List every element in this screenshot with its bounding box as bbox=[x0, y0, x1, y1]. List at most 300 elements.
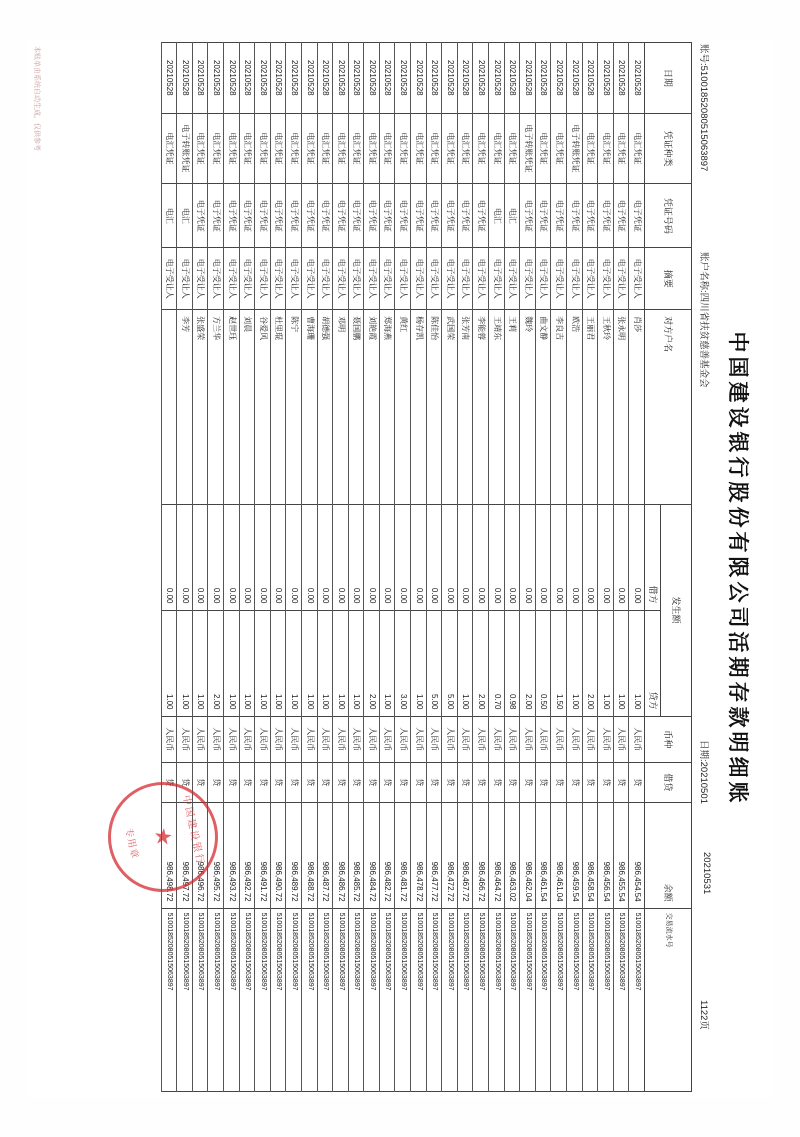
table-row bbox=[348, 43, 364, 1092]
cell-vno: 电汇 bbox=[489, 184, 505, 248]
cell-summary: 电子受让人 bbox=[223, 248, 239, 310]
cell-vtype: 电汇凭证 bbox=[504, 113, 520, 184]
cell-summary: 电子受让人 bbox=[286, 248, 302, 310]
cell-vtype: 电汇凭证 bbox=[411, 113, 427, 184]
cell-debit: 1.00 bbox=[239, 610, 255, 716]
cell-party: 刘艳霞 bbox=[364, 310, 380, 504]
cell-cur: 人民币 bbox=[489, 716, 505, 762]
cell-cur: 人民币 bbox=[333, 716, 349, 762]
cell-party: 曹海珊 bbox=[301, 310, 317, 504]
cell-summary: 电子受让人 bbox=[255, 248, 271, 310]
cell-debit: 1.50 bbox=[551, 610, 567, 716]
cell-credit: 0.00 bbox=[333, 504, 349, 610]
cell-vno: 电子凭证 bbox=[317, 184, 333, 248]
cell-vno: 电子凭证 bbox=[426, 184, 442, 248]
table-row bbox=[239, 43, 255, 1092]
cell-flag: 贷 bbox=[270, 762, 286, 802]
cell-vtype: 电汇凭证 bbox=[270, 113, 286, 184]
table-row bbox=[473, 43, 489, 1092]
seal-bottom-text: 专用章 bbox=[122, 827, 140, 861]
cell-vtype: 电汇凭证 bbox=[598, 113, 614, 184]
cell-debit: 5.00 bbox=[426, 610, 442, 716]
cell-vtype: 电汇凭证 bbox=[426, 113, 442, 184]
cell-vtype: 电汇凭证 bbox=[395, 113, 411, 184]
cell-flag: 贷 bbox=[223, 762, 239, 802]
cell-debit: 2.00 bbox=[473, 610, 489, 716]
cell-vno: 电子凭证 bbox=[270, 184, 286, 248]
cell-party: 曲文静 bbox=[535, 310, 551, 504]
cell-party: 李能蓉 bbox=[473, 310, 489, 504]
cell-cur: 人民币 bbox=[598, 716, 614, 762]
cell-summary: 电子受让人 bbox=[301, 248, 317, 310]
cell-credit: 0.00 bbox=[317, 504, 333, 610]
cell-summary: 电子受让人 bbox=[317, 248, 333, 310]
cell-flag: 贷 bbox=[535, 762, 551, 802]
cell-cur: 人民币 bbox=[520, 716, 536, 762]
cell-credit: 0.00 bbox=[473, 504, 489, 610]
table-row bbox=[442, 43, 458, 1092]
footer-note: 本账单由系统自动生成，仅供参考 bbox=[33, 46, 40, 151]
cell-party: 聂国鹏 bbox=[348, 310, 364, 504]
table-row bbox=[255, 43, 271, 1092]
cell-credit: 0.00 bbox=[208, 504, 224, 610]
cell-cur: 人民币 bbox=[551, 716, 567, 762]
table-row bbox=[489, 43, 505, 1092]
cell-bal: 986,489.72 bbox=[286, 802, 302, 908]
cell-acct: 51001852080515063897 bbox=[442, 908, 458, 1091]
cell-acct: 51001852080515063897 bbox=[395, 908, 411, 1091]
cell-party: 郑海燕 bbox=[379, 310, 395, 504]
cell-acct: 51001852080515063897 bbox=[426, 908, 442, 1091]
cell-debit: 1.00 bbox=[411, 610, 427, 716]
cell-summary: 电子受让人 bbox=[192, 248, 208, 310]
cell-party: 王丽君 bbox=[582, 310, 598, 504]
account-number: 账号:51001852080515063897 bbox=[698, 44, 709, 172]
col-balance: 余额 bbox=[645, 802, 692, 908]
cell-debit: 1.00 bbox=[629, 610, 645, 716]
cell-debit: 2.00 bbox=[208, 610, 224, 716]
cell-summary: 电子受让人 bbox=[270, 248, 286, 310]
table-row bbox=[223, 43, 239, 1092]
cell-vno: 电子凭证 bbox=[629, 184, 645, 248]
cell-date: 20210528 bbox=[301, 43, 317, 114]
cell-party: 陈宁 bbox=[286, 310, 302, 504]
table-row bbox=[582, 43, 598, 1092]
cell-vtype: 电汇凭证 bbox=[629, 113, 645, 184]
cell-credit: 0.00 bbox=[364, 504, 380, 610]
cell-vno: 电子凭证 bbox=[613, 184, 629, 248]
cell-acct: 51001852080515063897 bbox=[551, 908, 567, 1091]
cell-vtype: 电子转账凭证 bbox=[177, 113, 193, 184]
cell-bal: 986,454.54 bbox=[629, 802, 645, 908]
table-row bbox=[192, 43, 208, 1092]
table-row bbox=[270, 43, 286, 1092]
cell-vtype: 电汇凭证 bbox=[613, 113, 629, 184]
cell-credit: 0.00 bbox=[161, 504, 177, 610]
cell-date: 20210528 bbox=[223, 43, 239, 114]
cell-bal: 986,496.72 bbox=[192, 802, 208, 908]
table-row bbox=[598, 43, 614, 1092]
table-row bbox=[629, 43, 645, 1092]
cell-summary: 电子受让人 bbox=[442, 248, 458, 310]
cell-vtype: 电汇凭证 bbox=[333, 113, 349, 184]
cell-summary: 电子受让人 bbox=[582, 248, 598, 310]
cell-cur: 人民币 bbox=[504, 716, 520, 762]
cell-bal: 986,456.54 bbox=[598, 802, 614, 908]
cell-vno: 电子凭证 bbox=[364, 184, 380, 248]
cell-debit: 3.00 bbox=[395, 610, 411, 716]
cell-acct: 51001852080515063897 bbox=[239, 908, 255, 1091]
cell-cur: 人民币 bbox=[379, 716, 395, 762]
page-count: 1122页 bbox=[698, 1000, 709, 1030]
cell-vno: 电子凭证 bbox=[301, 184, 317, 248]
cell-vno: 电子凭证 bbox=[442, 184, 458, 248]
cell-debit: 0.70 bbox=[489, 610, 505, 716]
cell-acct: 51001852080515063897 bbox=[364, 908, 380, 1091]
transaction-table bbox=[161, 42, 692, 1092]
cell-credit: 0.00 bbox=[395, 504, 411, 610]
cell-vtype: 电汇凭证 bbox=[286, 113, 302, 184]
cell-bal: 986,464.72 bbox=[489, 802, 505, 908]
cell-credit: 0.00 bbox=[567, 504, 583, 610]
cell-cur: 人民币 bbox=[177, 716, 193, 762]
cell-date: 20210528 bbox=[395, 43, 411, 114]
cell-debit: 2.00 bbox=[364, 610, 380, 716]
cell-date: 20210528 bbox=[520, 43, 536, 114]
cell-debit: 1.00 bbox=[270, 610, 286, 716]
cell-vtype: 电子转账凭证 bbox=[520, 113, 536, 184]
cell-acct: 51001852080515063897 bbox=[613, 908, 629, 1091]
cell-vtype: 电汇凭证 bbox=[551, 113, 567, 184]
cell-summary: 电子受让人 bbox=[629, 248, 645, 310]
cell-date: 20210528 bbox=[442, 43, 458, 114]
cell-date: 20210528 bbox=[457, 43, 473, 114]
cell-acct: 51001852080515063897 bbox=[489, 908, 505, 1091]
cell-party: 张盛荣 bbox=[192, 310, 208, 504]
cell-bal: 986,488.72 bbox=[301, 802, 317, 908]
cell-acct: 51001852080515063897 bbox=[629, 908, 645, 1091]
cell-cur: 人民币 bbox=[208, 716, 224, 762]
table-row bbox=[379, 43, 395, 1092]
table-row bbox=[177, 43, 193, 1092]
cell-date: 20210528 bbox=[177, 43, 193, 114]
cell-credit: 0.00 bbox=[239, 504, 255, 610]
cell-date: 20210528 bbox=[567, 43, 583, 114]
cell-credit: 0.00 bbox=[270, 504, 286, 610]
cell-vtype: 电汇凭证 bbox=[161, 113, 177, 184]
cell-flag: 贷 bbox=[317, 762, 333, 802]
cell-acct: 51001852080515063897 bbox=[457, 908, 473, 1091]
cell-vno: 电子凭证 bbox=[333, 184, 349, 248]
cell-flag: 贷 bbox=[364, 762, 380, 802]
cell-acct: 51001852080515063897 bbox=[301, 908, 317, 1091]
cell-credit: 0.00 bbox=[598, 504, 614, 610]
cell-cur: 人民币 bbox=[426, 716, 442, 762]
cell-summary: 电子受让人 bbox=[239, 248, 255, 310]
cell-acct: 51001852080515063897 bbox=[473, 908, 489, 1091]
cell-summary: 电子受让人 bbox=[489, 248, 505, 310]
table-row bbox=[426, 43, 442, 1092]
cell-bal: 986,491.72 bbox=[255, 802, 271, 908]
cell-flag: 贷 bbox=[629, 762, 645, 802]
cell-date: 20210528 bbox=[613, 43, 629, 114]
cell-party: 李芳 bbox=[177, 310, 193, 504]
cell-flag: 贷 bbox=[395, 762, 411, 802]
cell-bal: 986,477.72 bbox=[426, 802, 442, 908]
cell-vno: 电子凭证 bbox=[598, 184, 614, 248]
cell-credit: 0.00 bbox=[457, 504, 473, 610]
cell-credit: 0.00 bbox=[379, 504, 395, 610]
cell-summary: 电子受让人 bbox=[411, 248, 427, 310]
table-row bbox=[286, 43, 302, 1092]
cell-debit: 1.00 bbox=[333, 610, 349, 716]
cell-debit: 1.00 bbox=[301, 610, 317, 716]
cell-summary: 电子受让人 bbox=[364, 248, 380, 310]
cell-debit: 1.00 bbox=[567, 610, 583, 716]
cell-flag: 贷 bbox=[348, 762, 364, 802]
cell-vno: 电子凭证 bbox=[535, 184, 551, 248]
cell-vno: 电子凭证 bbox=[286, 184, 302, 248]
cell-flag: 贷 bbox=[473, 762, 489, 802]
cell-vtype: 电汇凭证 bbox=[239, 113, 255, 184]
cell-party: 张永明 bbox=[613, 310, 629, 504]
seal-top-text: 中国建设银行 bbox=[179, 794, 206, 868]
cell-party: 肖莎 bbox=[629, 310, 645, 504]
cell-flag: 贷 bbox=[192, 762, 208, 802]
cell-party: 黄红 bbox=[395, 310, 411, 504]
cell-debit: 1.00 bbox=[177, 610, 193, 716]
cell-party: 胡德强 bbox=[317, 310, 333, 504]
cell-party: 欧浩 bbox=[567, 310, 583, 504]
col-date: 日期 bbox=[645, 43, 692, 114]
cell-acct: 51001852080515063897 bbox=[567, 908, 583, 1091]
cell-date: 20210528 bbox=[333, 43, 349, 114]
cell-credit: 0.00 bbox=[177, 504, 193, 610]
cell-credit: 0.00 bbox=[223, 504, 239, 610]
cell-summary: 电子受让人 bbox=[426, 248, 442, 310]
cell-vno: 电子凭证 bbox=[411, 184, 427, 248]
cell-flag: 贷 bbox=[551, 762, 567, 802]
table-row bbox=[504, 43, 520, 1092]
cell-vno: 电子凭证 bbox=[395, 184, 411, 248]
cell-acct: 51001852080515063897 bbox=[348, 908, 364, 1091]
cell-bal: 986,497.72 bbox=[177, 802, 193, 908]
cell-summary: 电子受让人 bbox=[395, 248, 411, 310]
col-party-name: 对方户名 bbox=[645, 310, 692, 504]
cell-vno: 电子凭证 bbox=[551, 184, 567, 248]
cell-vtype: 电汇凭证 bbox=[489, 113, 505, 184]
cell-vtype: 电汇凭证 bbox=[535, 113, 551, 184]
cell-debit: 1.00 bbox=[379, 610, 395, 716]
cell-credit: 0.00 bbox=[520, 504, 536, 610]
seal-star-icon: ★ bbox=[149, 824, 178, 850]
cell-acct: 51001852080515063897 bbox=[286, 908, 302, 1091]
cell-cur: 人民币 bbox=[582, 716, 598, 762]
cell-debit: 5.00 bbox=[442, 610, 458, 716]
cell-vno: 电子凭证 bbox=[348, 184, 364, 248]
cell-vno: 电子凭证 bbox=[582, 184, 598, 248]
cell-credit: 0.00 bbox=[301, 504, 317, 610]
cell-cur: 人民币 bbox=[364, 716, 380, 762]
cell-party: 魏玲 bbox=[520, 310, 536, 504]
cell-bal: 986,472.72 bbox=[442, 802, 458, 908]
cell-bal: 986,467.72 bbox=[457, 802, 473, 908]
cell-summary: 电子受让人 bbox=[161, 248, 177, 310]
cell-bal: 986,492.72 bbox=[239, 802, 255, 908]
cell-party: 王靖东 bbox=[489, 310, 505, 504]
cell-vno: 电子凭证 bbox=[255, 184, 271, 248]
cell-date: 20210528 bbox=[364, 43, 380, 114]
cell-cur: 人民币 bbox=[301, 716, 317, 762]
cell-vno: 电子凭证 bbox=[223, 184, 239, 248]
cell-flag: 贷 bbox=[255, 762, 271, 802]
cell-debit: 1.00 bbox=[317, 610, 333, 716]
cell-vtype: 电汇凭证 bbox=[364, 113, 380, 184]
cell-flag: 贷 bbox=[239, 762, 255, 802]
cell-vno: 电子凭证 bbox=[239, 184, 255, 248]
cell-summary: 电子受让人 bbox=[535, 248, 551, 310]
cell-flag: 贷 bbox=[426, 762, 442, 802]
cell-summary: 电子受让人 bbox=[208, 248, 224, 310]
cell-cur: 人民币 bbox=[567, 716, 583, 762]
cell-cur: 人民币 bbox=[348, 716, 364, 762]
cell-cur: 人民币 bbox=[223, 716, 239, 762]
cell-vno: 电汇 bbox=[161, 184, 177, 248]
table-row bbox=[395, 43, 411, 1092]
col-credit: 借方 bbox=[645, 504, 661, 610]
cell-flag: 贷 bbox=[598, 762, 614, 802]
cell-vno: 电子凭证 bbox=[473, 184, 489, 248]
col-amount-group: 发生额 bbox=[661, 504, 692, 716]
cell-party: 张芳南 bbox=[457, 310, 473, 504]
cell-vno: 电子凭证 bbox=[520, 184, 536, 248]
table-row bbox=[161, 43, 177, 1092]
cell-flag: 贷 bbox=[208, 762, 224, 802]
table-row bbox=[317, 43, 333, 1092]
cell-summary: 电子受让人 bbox=[348, 248, 364, 310]
col-currency: 币种 bbox=[645, 716, 692, 762]
cell-date: 20210528 bbox=[192, 43, 208, 114]
cell-flag: 贷 bbox=[582, 762, 598, 802]
cell-party: 方兰华 bbox=[208, 310, 224, 504]
cell-acct: 51001852080515063897 bbox=[192, 908, 208, 1091]
cell-vtype: 电汇凭证 bbox=[208, 113, 224, 184]
cell-vtype: 电汇凭证 bbox=[255, 113, 271, 184]
cell-credit: 0.00 bbox=[551, 504, 567, 610]
cell-credit: 0.00 bbox=[426, 504, 442, 610]
cell-vtype: 电汇凭证 bbox=[301, 113, 317, 184]
cell-vno: 电汇 bbox=[177, 184, 193, 248]
cell-credit: 0.00 bbox=[489, 504, 505, 610]
cell-vno: 电子凭证 bbox=[457, 184, 473, 248]
cell-debit: 1.00 bbox=[348, 610, 364, 716]
table-row bbox=[411, 43, 427, 1092]
cell-party: 杨存凯 bbox=[411, 310, 427, 504]
table-row bbox=[551, 43, 567, 1092]
cell-vtype: 电汇凭证 bbox=[192, 113, 208, 184]
cell-cur: 人民币 bbox=[270, 716, 286, 762]
cell-acct: 51001852080515063897 bbox=[270, 908, 286, 1091]
cell-bal: 986,482.72 bbox=[379, 802, 395, 908]
cell-cur: 人民币 bbox=[457, 716, 473, 762]
cell-vtype: 电汇凭证 bbox=[317, 113, 333, 184]
cell-acct: 51001852080515063897 bbox=[223, 908, 239, 1091]
cell-summary: 电子受让人 bbox=[504, 248, 520, 310]
cell-date: 20210528 bbox=[504, 43, 520, 114]
table-row bbox=[301, 43, 317, 1092]
cell-debit: 1.00 bbox=[192, 610, 208, 716]
cell-cur: 人民币 bbox=[395, 716, 411, 762]
cell-bal: 986,495.72 bbox=[208, 802, 224, 908]
cell-flag: 贷 bbox=[520, 762, 536, 802]
cell-debit: 1.00 bbox=[161, 610, 177, 716]
cell-cur: 人民币 bbox=[239, 716, 255, 762]
cell-date: 20210528 bbox=[535, 43, 551, 114]
cell-party: 王秋玲 bbox=[598, 310, 614, 504]
cell-flag: 贷 bbox=[286, 762, 302, 802]
cell-acct: 51001852080515063897 bbox=[208, 908, 224, 1091]
cell-vno: 电子凭证 bbox=[192, 184, 208, 248]
table-row bbox=[567, 43, 583, 1092]
cell-summary: 电子受让人 bbox=[379, 248, 395, 310]
cell-vno: 电子凭证 bbox=[208, 184, 224, 248]
cell-credit: 0.00 bbox=[442, 504, 458, 610]
cell-cur: 人民币 bbox=[473, 716, 489, 762]
cell-flag: 贷 bbox=[613, 762, 629, 802]
cell-debit: 1.00 bbox=[286, 610, 302, 716]
cell-acct: 51001852080515063897 bbox=[520, 908, 536, 1091]
cell-party: 刘晨 bbox=[239, 310, 255, 504]
cell-cur: 人民币 bbox=[613, 716, 629, 762]
cell-bal: 986,463.02 bbox=[504, 802, 520, 908]
cell-date: 20210528 bbox=[582, 43, 598, 114]
cell-acct: 51001852080515063897 bbox=[177, 908, 193, 1091]
cell-date: 20210528 bbox=[379, 43, 395, 114]
cell-bal: 986,484.72 bbox=[364, 802, 380, 908]
cell-summary: 电子受让人 bbox=[457, 248, 473, 310]
cell-date: 20210528 bbox=[411, 43, 427, 114]
table-row bbox=[535, 43, 551, 1092]
cell-summary: 电子受让人 bbox=[567, 248, 583, 310]
cell-bal: 986,478.72 bbox=[411, 802, 427, 908]
period-start: 日期:20210501 bbox=[698, 740, 709, 804]
col-voucher-no: 凭证号码 bbox=[645, 184, 692, 248]
cell-date: 20210528 bbox=[270, 43, 286, 114]
cell-date: 20210528 bbox=[239, 43, 255, 114]
cell-party: 陈佳怡 bbox=[426, 310, 442, 504]
cell-date: 20210528 bbox=[551, 43, 567, 114]
col-counter-account: 交易流水号 bbox=[645, 908, 692, 1091]
account-name: 账户名称:四川省扶贫慈善基金会 bbox=[698, 252, 709, 388]
cell-vno: 电汇 bbox=[504, 184, 520, 248]
cell-debit: 1.00 bbox=[255, 610, 271, 716]
period-end: 20210531 bbox=[701, 852, 712, 895]
cell-date: 20210528 bbox=[489, 43, 505, 114]
cell-debit: 0.50 bbox=[535, 610, 551, 716]
cell-summary: 电子受让人 bbox=[333, 248, 349, 310]
cell-debit: 1.00 bbox=[598, 610, 614, 716]
cell-vtype: 电汇凭证 bbox=[457, 113, 473, 184]
cell-flag: 贷 bbox=[333, 762, 349, 802]
table-row bbox=[457, 43, 473, 1092]
cell-vno: 电子凭证 bbox=[567, 184, 583, 248]
cell-party bbox=[161, 310, 177, 504]
col-debit: 贷方 bbox=[645, 610, 661, 716]
cell-flag: 贷 bbox=[411, 762, 427, 802]
cell-credit: 0.00 bbox=[348, 504, 364, 610]
cell-vno: 电子凭证 bbox=[379, 184, 395, 248]
cell-flag: 贷 bbox=[457, 762, 473, 802]
